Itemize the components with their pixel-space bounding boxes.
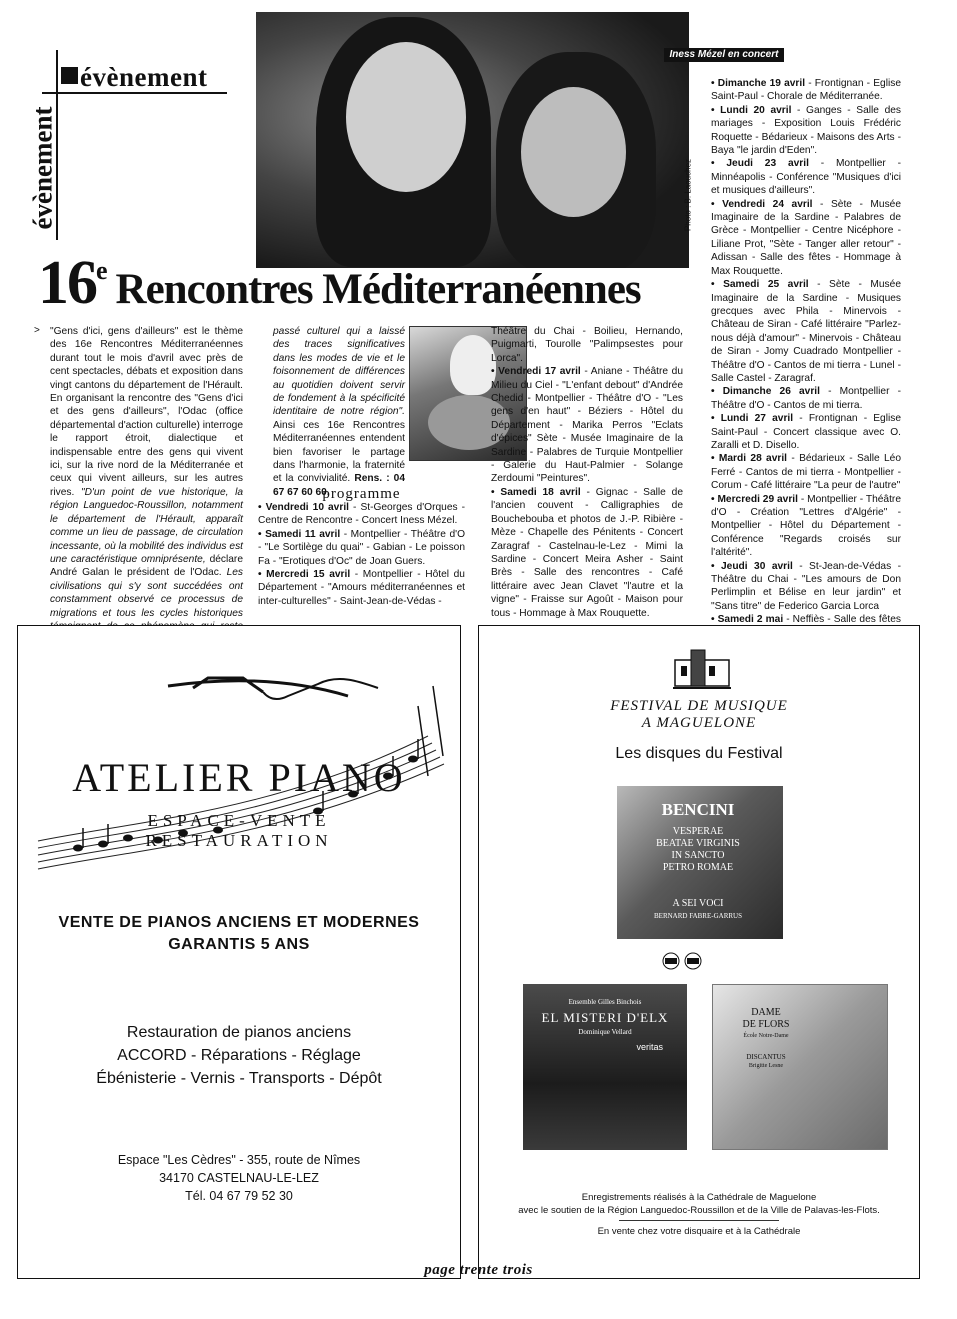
- piano-sale-line-2: GARANTIS 5 ANS: [168, 936, 310, 953]
- festival-footer-3: En vente chez votre disquaire et à la Cathédrale: [597, 1226, 801, 1237]
- article-column-4: [711, 77, 901, 640]
- programme-item: • Vendredi 10 avril - St-Georges d'Orques - Centre de Rencontre - Concert Iness Mézel.: [258, 502, 466, 527]
- rubric-horizontal-rule: [42, 92, 227, 94]
- paragraph-marker: >: [34, 325, 40, 336]
- programme-item: • Dimanche 19 avril - Frontignan - Eglise Saint-Paul - Chorale de Méditerranée.: [711, 78, 901, 103]
- festival-maguelone-ad: [478, 625, 920, 1279]
- article-column-2: passé culturel qui a laissé des traces significatives dans les modes de vie et le foisonnement de différences au quotidien doivent servir de fondement à la spécificité identitaire de notre région". Ainsi ces 16e Rencontres Méditerranéennes entendent bien favoriser le partage dans l'harmonie, la fraternité et la convivialité. Rens. : 04 67 67 60 60.: [273, 326, 405, 498]
- article-title: 16e Rencontres Méditerranéennes: [38, 249, 641, 317]
- piano-address-2: 34170 CASTELNAU-LE-LEZ: [159, 1171, 319, 1185]
- article-column-1: "Gens d'ici, gens d'ailleurs" est le thème des 16e Rencontres Méditerranéennes durant tout le mois d'avril avec près de cent spectacles, débats et exposition dans vingt cantons du département de l'Hérault. En organisant la rencontre des "Gens d'ici et des gens d'ailleurs", l'Odac (office départemental d'action culturelle) interroge le rapport étroit, dialectique et indispensable entre des gens qui vivent ici, sur la rive nord de la Méditerranée et ceux qui vivent ailleurs, sur les autres rives. "D'un point de vue historique, la région Languedoc-Roussillon, notamment le département de l'Hérault, apparaît comme un lieu de passage, de circulation incessante, où la mobilité des individus est une caractéristique omniprésente, déclare André Galan le président de l'Odac. Les civilisations qui s'y sont succédées ont constamment observé ce processus de migrations et tous les cycles historiques: [50, 326, 244, 619]
- piano-subtitle-2: RESTAURATION: [145, 831, 333, 850]
- atelier-piano-ad: [17, 625, 461, 1279]
- festival-disques-heading: Les disques du Festival: [615, 745, 783, 762]
- photo-caption: Iness Mézel en concert: [664, 48, 784, 62]
- programme-item: • Dimanche 26 avril - Montpellier - Théâtre d'O - Cantos de mi tierra.: [711, 386, 901, 411]
- piano-service-2: ACCORD - Réparations - Réglage: [117, 1047, 361, 1064]
- piano-sale-line-1: VENTE DE PIANOS ANCIENS ET MODERNES: [58, 914, 420, 931]
- programme-item: • Vendredi 17 avril - Aniane - Théâtre du Milieu du Ciel - "L'enfant debout" d'Andrée Chedid - Montpellier - Théâtre d'O - "Les gens d'en haut" - Béziers - Hôtel du Département - Marika Perros "Eclats d'épices" Sète - Musée Imaginaire de la Sardine - Palabres de Turquie Montpellier - Galerie du Haut-Palmier - Solange Zerdoumi "Peintures".: [491, 366, 684, 485]
- programme-item: • Mercredi 29 avril - Montpellier - Théâtre d'O - Création "Lettres d'Algérie" - Montpellier - Hôtel du Département - Conférence "Regards croisés sur l'altérité".: [711, 493, 901, 559]
- piano-service-3: Ébénisterie - Vernis - Transports - Dépôt: [96, 1070, 382, 1087]
- rubric-vertical: évènement: [27, 106, 58, 229]
- piano-subtitle-1: ESPACE-VENTE: [147, 811, 331, 830]
- piano-service-1: Restauration de pianos anciens: [126, 1024, 352, 1041]
- festival-footer-rule: [619, 1220, 779, 1221]
- festival-name-1: FESTIVAL DE MUSIQUE: [610, 698, 788, 714]
- festival-name-2: A MAGUELONE: [641, 715, 757, 731]
- piano-phone: Tél. 04 67 79 52 30: [185, 1189, 293, 1203]
- programme-item: • Samedi 2 mai - Neffiès - Salle des fêtes: [711, 614, 901, 626]
- rubric-horizontal: évènement: [80, 62, 208, 92]
- programme-heading: programme: [322, 486, 401, 502]
- cathedral-logo-icon: [673, 648, 731, 690]
- cd-cover-dame-de-flors: DAME DE FLORS École Notre-Dame DISCANTUS Brigitte Lesne: [712, 984, 888, 1150]
- festival-footer-2: avec le soutien de la Région Languedoc-Roussillon et de la Ville de Palavas-les-Flots.: [518, 1205, 880, 1216]
- programme-item: • Vendredi 24 avril - Sète - Musée Imaginaire de la Sardine - Palabres de Grèce - Montpellier - Centre Nicéphore - Liliane Prot, "Sète - Tanger aller retour" - Adissan - Salle des fêtes - Hommage à Max Rouquette.: [711, 198, 901, 277]
- cd-cover-bencini: BENCINI VESPERAE BEATAE VIRGINIS IN SANCTO PETRO ROMAE A SEI VOCI BERNARD FABRE-GARRUS: [617, 786, 783, 939]
- programme-item: • Mercredi 15 avril - Montpellier - Hôtel du Département - "Amours méditerranéennes et inter-culturelles" - Saint-Jean-de-Védas -: [258, 569, 465, 607]
- programme-item: • Jeudi 30 avril - St-Jean-de-Védas - Théâtre du Chai - "Les amours de Don Perlimplin et Bélise en leur jardin" et "Sans titre" de Federico Garcia Lorca: [711, 560, 901, 612]
- cd-cover-misteri-delx: Ensemble Gilles Binchois EL MISTERI D'ELX Dominique Vellard veritas: [523, 984, 687, 1150]
- programme-item: • Mardi 28 avril - Bédarieux - Salle Léo Ferré - Cantos de mi tierra - Montpellier - Corum - Café littéraire "La peur de l'autre": [711, 453, 901, 492]
- programme-item: • Samedi 11 avril - Montpellier - Théâtre d'O - "Le Sortilège du quai" - Gabian - Le poisson Fa - "Erotiques d'Oc" de Joan Guers.: [258, 528, 465, 567]
- page-folio: page trente trois: [424, 1262, 533, 1278]
- record-label-logos: [657, 952, 747, 970]
- photo-credit: Photo : B. Laouchez: [683, 158, 693, 232]
- programme-list-start: [258, 501, 465, 608]
- article-column-3: Théâtre du Chai - Boilieu, Hernando, Puigmarti, Tourolle "Palimpsestes pour Lorca". • Vendredi 17 avril - Aniane - Théâtre du Milieu du Ciel - "L'enfant debout" d'Andrée Chedid - Montpellier - Théâtre d'O - "Les gens d'en haut" - Béziers - Hôtel du Département - Marika Perros "Eclats d'épices" Sète - Musée Imaginaire de la Sardine - Palabres de Turquie Montpellier - Galerie du Haut-Palmier - Solange Zerdoumi "Peintures". • Samedi 18 avril - Gignac - Salle de l'ancien couvent - Calligraphies de Bouchebouba et photos de J.-P. Ribière - Mèze - Chapelle des Pénitents - Concert Zaragraf - Castelnau-le-Lez - Mimi la Sardine - Concert Meira Asher - Saint Brès - Salle des rencontres - Café littéraire avec Jean Clavet "l'autre et la vigne" - Fraisse sur Agoût - Maison pour tous - Hommage à Max Rouquette.: [491, 326, 684, 619]
- programme-item: • Lundi 20 avril - Ganges - Salle des mariages - Exposition Louis Frédéric Roquette - Bédarieux - Maisons des Arts - Baya "le jardin d'Eden".: [711, 104, 901, 157]
- programme-item: • Lundi 27 avril - Frontignan - Eglise Saint-Paul - Concert classique avec O. Zaralli et D. Disello.: [711, 413, 901, 451]
- festival-footer-1: Enregistrements réalisés à la Cathédrale de Maguelone: [581, 1192, 817, 1203]
- programme-item: • Samedi 18 avril - Gignac - Salle de l'ancien couvent - Calligraphies de Bouchebouba et photos de J.-P. Ribière - Mèze - Chapelle des Pénitents - Concert Zaragraf - Castelnau-le-Lez - Mimi la Sardine - Concert Meira Asher - Saint Brès - Salle des rencontres - Café littéraire avec Jean Clavet "l'autre et la vigne" - Fraisse sur Agoût - Maison pour tous - Hommage à Max Rouquette.: [491, 486, 683, 619]
- piano-brand: ATELIER PIANO: [72, 755, 406, 800]
- concert-photo: [256, 12, 689, 268]
- programme-item: • Samedi 25 avril - Sète - Musée Imaginaire de la Sardine - Musiques grecques avec Phila - Minervois - Château de Siran - Café littéraire "Parlez-nous déjà d'amour" - Minervois - Château de Siran - Jomy Cuadrado Montpellier - Théâtre d'O - Cantos de mi tierra - Lunel - Salle Castel - Zaragraf.: [711, 279, 901, 384]
- programme-item: • Jeudi 23 avril - Montpellier - Minnéapolis - Conférence "Musiques d'ici et musiques d'ailleurs".: [711, 158, 901, 197]
- piano-address-1: Espace "Les Cèdres" - 355, route de Nîmes: [117, 1153, 361, 1167]
